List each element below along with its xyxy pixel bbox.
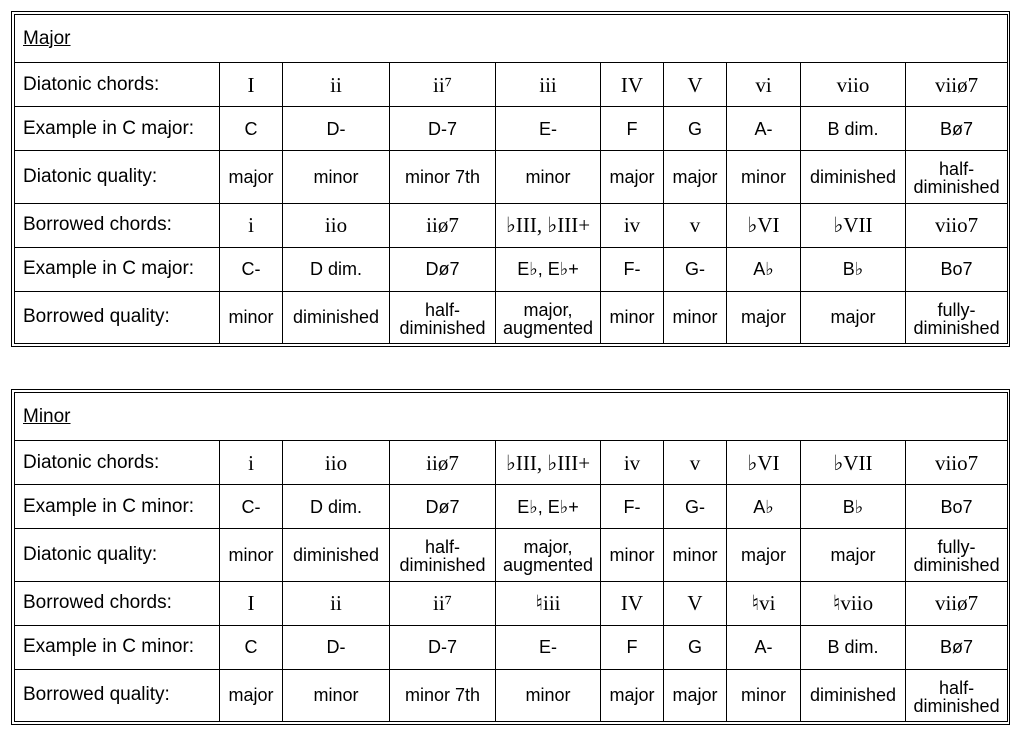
example-cell: F- (601, 247, 664, 291)
quality-cell: minor (664, 529, 727, 581)
example-cell: C- (220, 485, 283, 529)
chord-cell: v (664, 203, 727, 247)
major-chord-table (14, 14, 1008, 344)
example-cell: E- (496, 107, 601, 151)
table-row (15, 247, 1008, 291)
chord-cell: V (664, 63, 727, 107)
example-cell: G- (664, 485, 727, 529)
example-cell: C (220, 107, 283, 151)
example-cell: C- (220, 247, 283, 291)
chord-cell: ♭III, ♭III+ (496, 441, 601, 485)
table-row (15, 203, 1008, 247)
row-label: Borrowed chords: (15, 581, 220, 625)
chord-cell: V (664, 581, 727, 625)
example-cell: B dim. (801, 625, 906, 669)
row-label: Diatonic chords: (15, 441, 220, 485)
table-row (15, 581, 1008, 625)
example-cell: A- (727, 107, 801, 151)
quality-cell: major (220, 669, 283, 721)
quality-cell: major (664, 151, 727, 203)
example-cell: B dim. (801, 107, 906, 151)
chord-cell: viiø7 (906, 63, 1008, 107)
chord-cell: iio (283, 441, 390, 485)
chord-cell: i (220, 203, 283, 247)
chord-cell: ii (283, 63, 390, 107)
example-cell: F (601, 625, 664, 669)
row-label: Borrowed chords: (15, 203, 220, 247)
example-cell: D- (283, 107, 390, 151)
table-row (15, 625, 1008, 669)
quality-cell: minor (727, 669, 801, 721)
example-cell: A♭ (727, 485, 801, 529)
example-cell: D- (283, 625, 390, 669)
quality-cell: major, augmented (496, 529, 601, 581)
row-label: Diatonic quality: (15, 529, 220, 581)
example-cell: A- (727, 625, 801, 669)
chord-cell: ♭III, ♭III+ (496, 203, 601, 247)
chord-cell: iiø7 (390, 441, 496, 485)
quality-cell: major (220, 151, 283, 203)
quality-cell: major (801, 529, 906, 581)
chord-cell: IV (601, 63, 664, 107)
chord-cell: iv (601, 441, 664, 485)
row-label: Borrowed quality: (15, 291, 220, 343)
chord-cell: viio7 (906, 203, 1008, 247)
major-table-title: Major (15, 15, 1008, 63)
minor-table-frame (11, 389, 1010, 725)
chord-cell: viiø7 (906, 581, 1008, 625)
quality-cell: diminished (283, 529, 390, 581)
example-cell: D-7 (390, 625, 496, 669)
quality-cell: major (727, 529, 801, 581)
table-row (15, 107, 1008, 151)
chord-cell: ♮vi (727, 581, 801, 625)
example-cell: Bø7 (906, 107, 1008, 151)
chord-cell: ♮viio (801, 581, 906, 625)
example-cell: G (664, 107, 727, 151)
quality-cell: minor (601, 529, 664, 581)
quality-cell: minor (220, 529, 283, 581)
table-row (15, 63, 1008, 107)
chord-cell: ii (283, 581, 390, 625)
quality-cell: minor (283, 669, 390, 721)
example-cell: G- (664, 247, 727, 291)
quality-cell: major, augmented (496, 291, 601, 343)
example-cell: Bo7 (906, 247, 1008, 291)
quality-cell: minor 7th (390, 669, 496, 721)
example-cell: G (664, 625, 727, 669)
example-cell: E♭, E♭+ (496, 485, 601, 529)
major-table-frame (11, 11, 1010, 347)
minor-chord-table (14, 392, 1008, 722)
quality-cell: major (727, 291, 801, 343)
row-label: Example in C major: (15, 247, 220, 291)
example-cell: E- (496, 625, 601, 669)
chord-cell: viio7 (906, 441, 1008, 485)
quality-cell: half-diminished (906, 151, 1008, 203)
quality-cell: major (601, 151, 664, 203)
example-cell: D-7 (390, 107, 496, 151)
row-label: Diatonic quality: (15, 151, 220, 203)
quality-cell: minor (727, 151, 801, 203)
quality-cell: half-diminished (906, 669, 1008, 721)
table-row (15, 291, 1008, 343)
quality-cell: diminished (801, 669, 906, 721)
chord-cell: ♮iii (496, 581, 601, 625)
example-cell: B♭ (801, 485, 906, 529)
quality-cell: major (664, 669, 727, 721)
table-row (15, 669, 1008, 721)
row-label: Example in C minor: (15, 625, 220, 669)
example-cell: Dø7 (390, 247, 496, 291)
example-cell: Dø7 (390, 485, 496, 529)
example-cell: D dim. (283, 485, 390, 529)
row-label: Example in C major: (15, 107, 220, 151)
quality-cell: diminished (283, 291, 390, 343)
chord-cell: ♭VI (727, 441, 801, 485)
example-cell: A♭ (727, 247, 801, 291)
example-cell: Bo7 (906, 485, 1008, 529)
table-row (15, 529, 1008, 581)
chord-cell: ii⁷ (390, 581, 496, 625)
quality-cell: fully-diminished (906, 529, 1008, 581)
quality-cell: half-diminished (390, 291, 496, 343)
chord-cell: I (220, 581, 283, 625)
quality-cell: minor (664, 291, 727, 343)
quality-cell: half-diminished (390, 529, 496, 581)
chord-cell: ♭VII (801, 441, 906, 485)
chord-cell: ii⁷ (390, 63, 496, 107)
row-label: Borrowed quality: (15, 669, 220, 721)
example-cell: Bø7 (906, 625, 1008, 669)
example-cell: B♭ (801, 247, 906, 291)
table-row (15, 485, 1008, 529)
example-cell: C (220, 625, 283, 669)
quality-cell: minor (496, 151, 601, 203)
row-label: Diatonic chords: (15, 63, 220, 107)
row-label: Example in C minor: (15, 485, 220, 529)
example-cell: E♭, E♭+ (496, 247, 601, 291)
chord-cell: I (220, 63, 283, 107)
minor-table-title: Minor (15, 393, 1008, 441)
chord-cell: vi (727, 63, 801, 107)
example-cell: F (601, 107, 664, 151)
quality-cell: minor (283, 151, 390, 203)
quality-cell: major (801, 291, 906, 343)
quality-cell: major (601, 669, 664, 721)
table-row (15, 151, 1008, 203)
quality-cell: minor (496, 669, 601, 721)
chord-cell: iio (283, 203, 390, 247)
quality-cell: minor (220, 291, 283, 343)
quality-cell: minor 7th (390, 151, 496, 203)
quality-cell: minor (601, 291, 664, 343)
chord-cell: ♭VI (727, 203, 801, 247)
chord-cell: ♭VII (801, 203, 906, 247)
example-cell: D dim. (283, 247, 390, 291)
chord-cell: iv (601, 203, 664, 247)
quality-cell: fully-diminished (906, 291, 1008, 343)
quality-cell: diminished (801, 151, 906, 203)
example-cell: F- (601, 485, 664, 529)
chord-cell: IV (601, 581, 664, 625)
chord-cell: viio (801, 63, 906, 107)
table-row (15, 441, 1008, 485)
chord-cell: v (664, 441, 727, 485)
chord-cell: i (220, 441, 283, 485)
chord-cell: iiø7 (390, 203, 496, 247)
chord-cell: iii (496, 63, 601, 107)
